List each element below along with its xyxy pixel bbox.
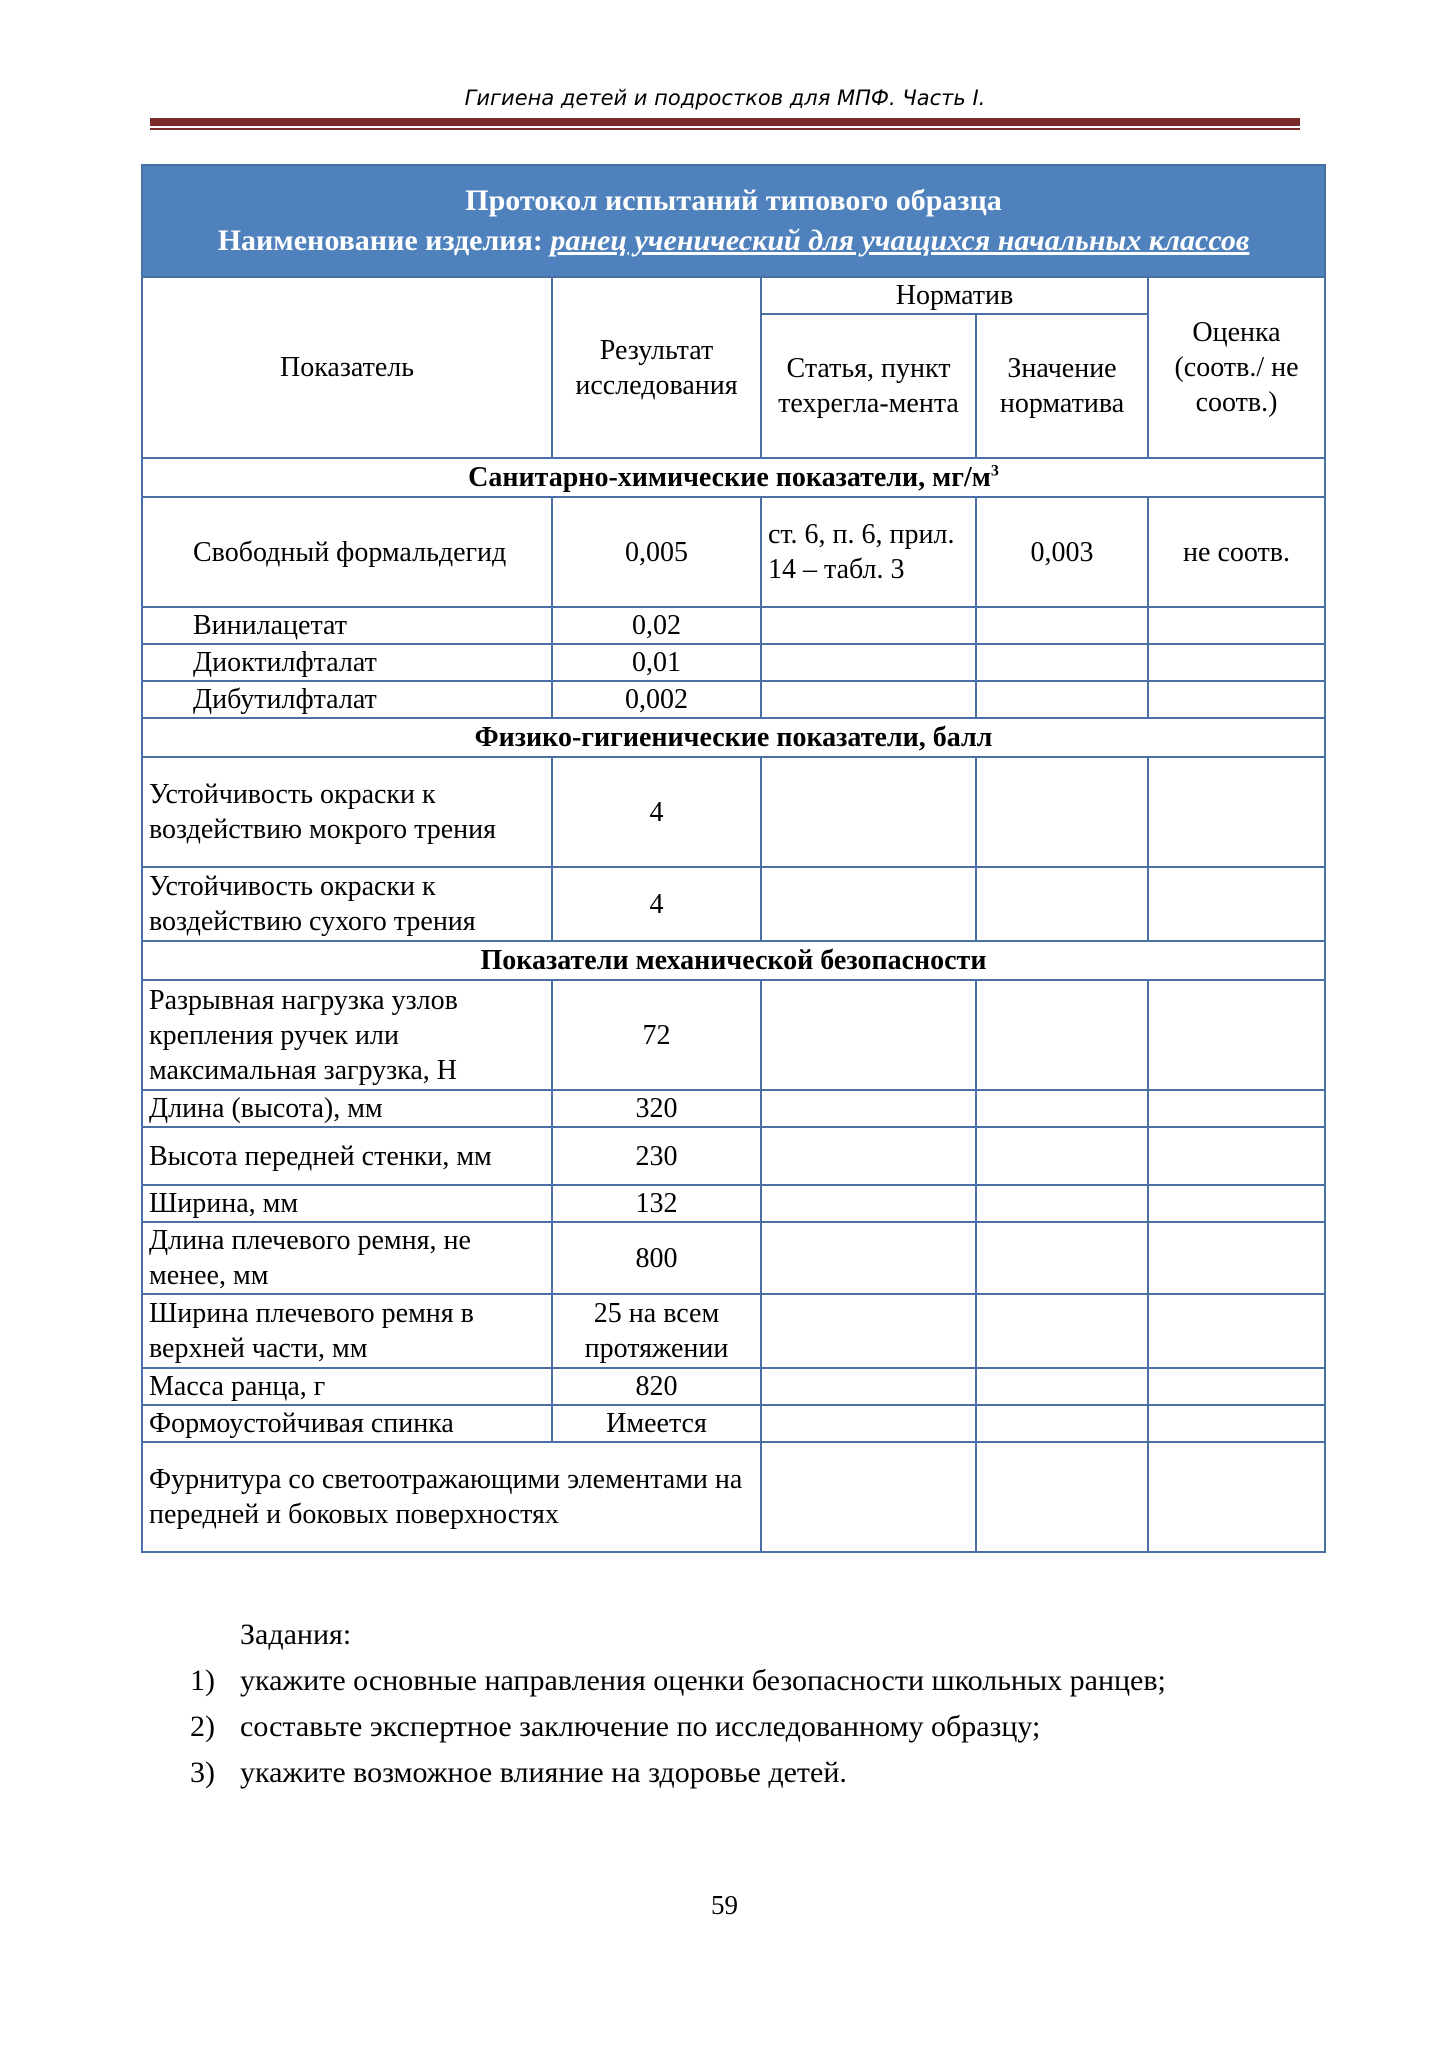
table-row — [142, 1368, 1325, 1405]
table-row — [142, 1405, 1325, 1442]
section-title-text: Санитарно-химические показатели, мг/м — [468, 462, 991, 493]
table-row — [142, 644, 1325, 681]
cell-assessment — [1148, 1222, 1325, 1294]
cell-indicator: Устойчивость окраски к воздействию мокрого трения — [142, 757, 552, 867]
cell-result: 320 — [552, 1090, 761, 1127]
cell-indicator: Ширина плечевого ремня в верхней части, мм — [142, 1294, 552, 1368]
table-row — [142, 497, 1325, 607]
protocol-table-body — [142, 458, 1325, 1552]
cell-result: 132 — [552, 1185, 761, 1222]
cell-article — [761, 1127, 976, 1185]
cell-result: 820 — [552, 1368, 761, 1405]
cell-assessment — [1148, 1405, 1325, 1442]
col-header-article: Статья, пункт техрегла-мента — [761, 314, 976, 458]
table-row — [142, 1442, 1325, 1552]
cell-indicator: Ширина, мм — [142, 1185, 552, 1222]
cell-result: 800 — [552, 1222, 761, 1294]
section-title — [142, 718, 1325, 757]
cell-norm-value — [976, 644, 1148, 681]
col-header-indicator: Показатель — [142, 277, 552, 458]
cell-assessment — [1148, 681, 1325, 718]
task-text: укажите возможное влияние на здоровье детей. — [240, 1756, 847, 1789]
col-header-norm-value: Значение норматива — [976, 314, 1148, 458]
cell-assessment — [1148, 1442, 1325, 1552]
task-text: составьте экспертное заключение по исследованному образцу; — [240, 1710, 1041, 1743]
tasks-title: Задания: — [240, 1618, 352, 1651]
cell-result: 0,005 — [552, 497, 761, 607]
cell-indicator: Формоустойчивая спинка — [142, 1405, 552, 1442]
cell-article — [761, 1442, 976, 1552]
cell-norm-value — [976, 1185, 1148, 1222]
table-row — [142, 1294, 1325, 1368]
table-row — [142, 757, 1325, 867]
cell-indicator: Длина плечевого ремня, не менее, мм — [142, 1222, 552, 1294]
table-row — [142, 681, 1325, 718]
task-text: укажите основные направления оценки безопасности школьных ранцев; — [240, 1664, 1166, 1697]
cell-article — [761, 1222, 976, 1294]
cell-assessment — [1148, 1185, 1325, 1222]
task-item — [190, 1750, 1310, 1796]
cell-indicator: Разрывная нагрузка узлов крепления ручек или максимальная загрузка, Н — [142, 980, 552, 1090]
protocol-title: Протокол испытаний типового образца — [465, 184, 1002, 217]
cell-article — [761, 867, 976, 941]
cell-result: 72 — [552, 980, 761, 1090]
protocol-table — [141, 164, 1326, 1553]
cell-assessment — [1148, 607, 1325, 644]
cell-norm-value — [976, 1294, 1148, 1368]
cell-article — [761, 1294, 976, 1368]
cell-indicator: Длина (высота), мм — [142, 1090, 552, 1127]
cell-assessment — [1148, 1294, 1325, 1368]
cell-norm-value: 0,003 — [976, 497, 1148, 607]
cell-article — [761, 757, 976, 867]
section-title — [142, 458, 1325, 497]
task-number: 3) — [190, 1756, 215, 1789]
header-rule-thick — [150, 118, 1300, 126]
cell-norm-value — [976, 1222, 1148, 1294]
cell-article — [761, 681, 976, 718]
page-number: 59 — [711, 1890, 738, 1920]
cell-assessment — [1148, 644, 1325, 681]
section-title-text: Физико-гигиенические показатели, балл — [474, 722, 993, 753]
task-number: 2) — [190, 1710, 215, 1743]
col-header-norm: Норматив — [761, 277, 1148, 314]
cell-result: 4 — [552, 867, 761, 941]
section-title-superscript: 3 — [990, 462, 999, 480]
cell-result: 230 — [552, 1127, 761, 1185]
cell-norm-value — [976, 607, 1148, 644]
cell-article — [761, 980, 976, 1090]
running-title: Гигиена детей и подростков для МПФ. Часть I. — [464, 86, 986, 110]
cell-result: 4 — [552, 757, 761, 867]
cell-article — [761, 1090, 976, 1127]
cell-indicator: Высота передней стенки, мм — [142, 1127, 552, 1185]
tasks-block — [190, 1612, 1310, 1796]
cell-assessment — [1148, 757, 1325, 867]
task-item — [190, 1704, 1310, 1750]
task-item — [190, 1658, 1310, 1704]
cell-result: 0,002 — [552, 681, 761, 718]
col-header-result: Результат исследования — [552, 277, 761, 458]
cell-article — [761, 1368, 976, 1405]
cell-indicator: Устойчивость окраски к воздействию сухого трения — [142, 867, 552, 941]
table-row — [142, 1185, 1325, 1222]
cell-article: ст. 6, п. 6, прил. 14 – табл. 3 — [761, 497, 976, 607]
table-row — [142, 867, 1325, 941]
protocol-banner — [142, 165, 1325, 277]
cell-result: 25 на всем протяжении — [552, 1294, 761, 1368]
col-header-assessment: Оценка (соотв./ не соотв.) — [1148, 277, 1325, 458]
cell-article — [761, 644, 976, 681]
cell-article — [761, 1185, 976, 1222]
header-rule-thin — [150, 128, 1300, 130]
task-number: 1) — [190, 1664, 215, 1697]
section-title-text: Показатели механической безопасности — [480, 945, 987, 976]
table-row — [142, 1222, 1325, 1294]
cell-indicator: Свободный формальдегид — [142, 497, 552, 607]
cell-article — [761, 607, 976, 644]
product-name: ранец ученический для учащихся начальных классов — [550, 224, 1250, 257]
table-row — [142, 1127, 1325, 1185]
cell-assessment — [1148, 980, 1325, 1090]
cell-norm-value — [976, 681, 1148, 718]
cell-assessment: не соотв. — [1148, 497, 1325, 607]
table-row — [142, 1090, 1325, 1127]
cell-norm-value — [976, 980, 1148, 1090]
cell-indicator: Фурнитура со светоотражающими элементами на передней и боковых поверхностях — [142, 1442, 761, 1552]
cell-assessment — [1148, 867, 1325, 941]
cell-assessment — [1148, 1090, 1325, 1127]
table-row — [142, 607, 1325, 644]
product-line — [149, 221, 1318, 261]
table-row — [142, 980, 1325, 1090]
cell-norm-value — [976, 1442, 1148, 1552]
cell-assessment — [1148, 1368, 1325, 1405]
product-label: Наименование изделия: — [217, 224, 543, 257]
cell-assessment — [1148, 1127, 1325, 1185]
cell-indicator: Диоктилфталат — [142, 644, 552, 681]
section-title — [142, 941, 1325, 980]
cell-norm-value — [976, 1405, 1148, 1442]
cell-article — [761, 1405, 976, 1442]
cell-norm-value — [976, 1090, 1148, 1127]
cell-norm-value — [976, 757, 1148, 867]
cell-indicator: Винилацетат — [142, 607, 552, 644]
cell-norm-value — [976, 1127, 1148, 1185]
cell-result: Имеется — [552, 1405, 761, 1442]
cell-indicator: Масса ранца, г — [142, 1368, 552, 1405]
cell-indicator: Дибутилфталат — [142, 681, 552, 718]
cell-result: 0,01 — [552, 644, 761, 681]
cell-norm-value — [976, 867, 1148, 941]
cell-result: 0,02 — [552, 607, 761, 644]
cell-norm-value — [976, 1368, 1148, 1405]
